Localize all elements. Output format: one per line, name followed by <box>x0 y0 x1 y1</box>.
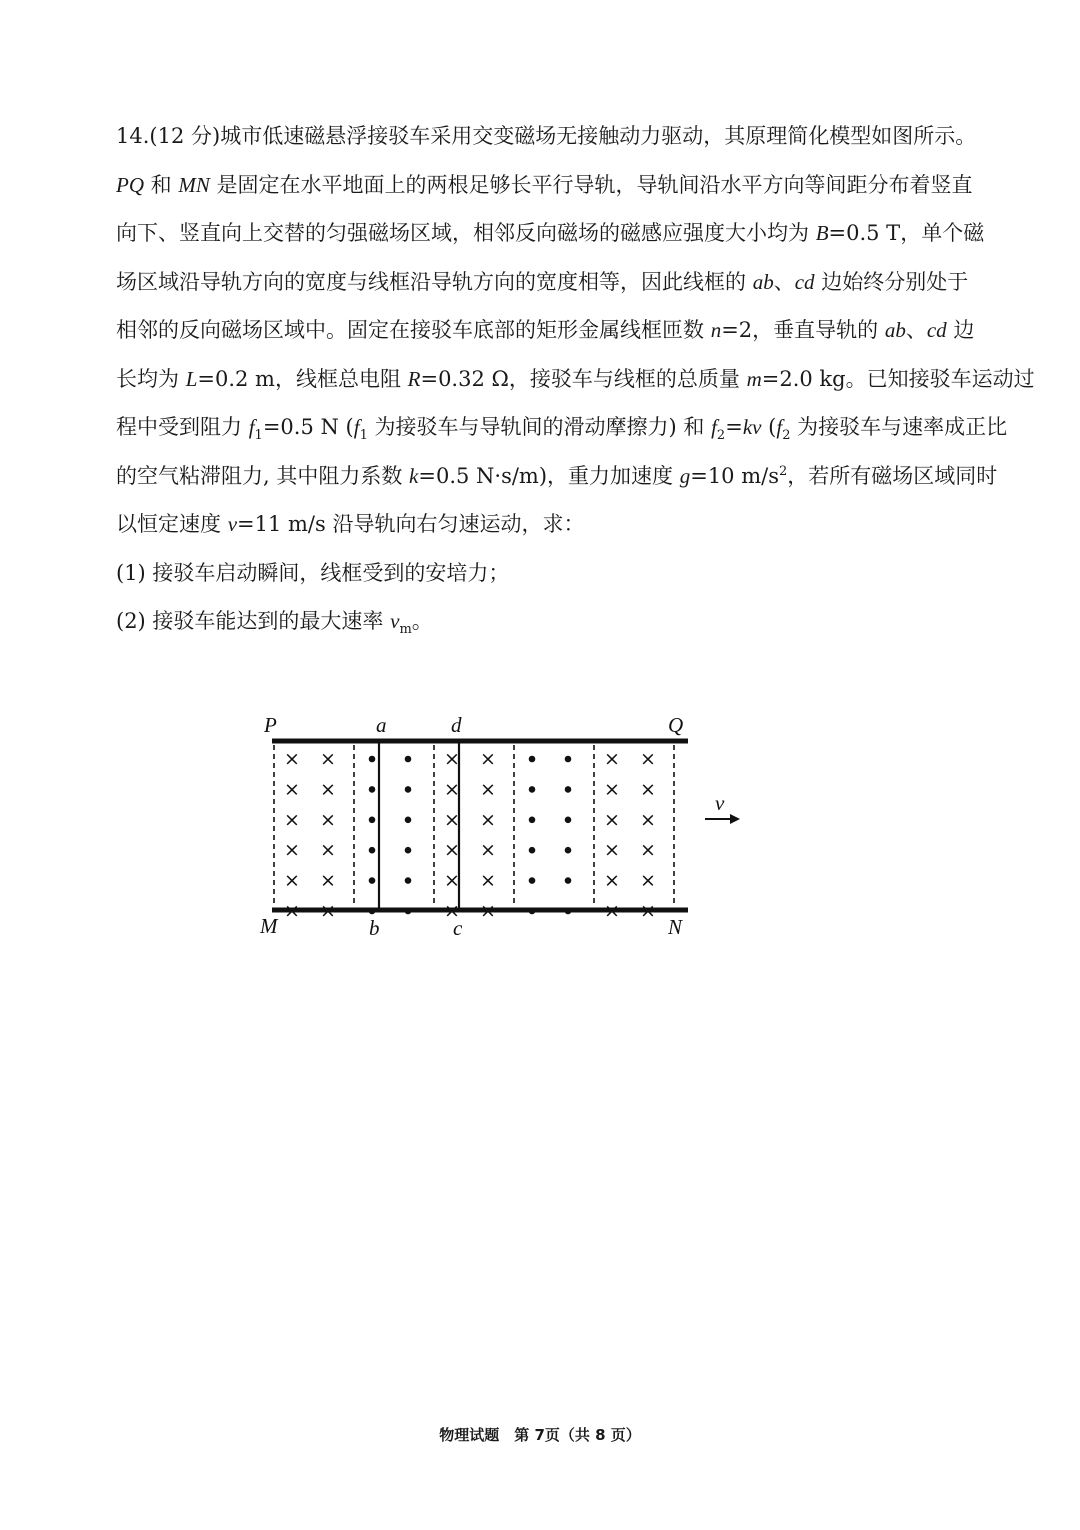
field-out-of-page-icon <box>529 877 536 884</box>
field-into-page-icon: × <box>284 839 300 862</box>
field-into-page-icon: × <box>604 748 620 770</box>
field-into-page-icon: × <box>640 900 656 922</box>
label-d: d <box>451 713 462 737</box>
field-into-page-icon: × <box>284 748 300 770</box>
page-footer: 物理试题 第 7页（共 8 页） <box>439 1426 641 1444</box>
magnetic-field-diagram <box>250 705 750 945</box>
problem-line-1: 14.(12 分)城市低速磁悬浮接驳车采用交变磁场无接触动力驱动，其原理简化模型如图所示。 <box>116 124 977 148</box>
field-out-of-page-icon <box>529 908 536 915</box>
field-into-page-icon: × <box>480 900 496 922</box>
field-into-page-icon: × <box>444 839 460 862</box>
field-out-of-page-icon <box>565 908 572 915</box>
field-out-of-page-icon <box>405 786 412 793</box>
field-out-of-page-icon <box>529 756 536 763</box>
field-out-of-page-icon <box>529 817 536 824</box>
problem-line-2: PQ 和 MN 是固定在水平地面上的两根足够长平行导轨，导轨间沿水平方向等间距分布着竖直 <box>116 172 973 197</box>
field-into-page-icon: × <box>444 808 460 831</box>
field-into-page-icon: × <box>480 869 496 892</box>
field-into-page-icon: × <box>284 900 300 922</box>
field-into-page-icon: × <box>604 808 620 831</box>
field-into-page-icon: × <box>480 839 496 862</box>
field-out-of-page-icon <box>369 877 376 884</box>
field-into-page-icon: × <box>480 808 496 831</box>
field-out-of-page-icon <box>369 908 376 915</box>
field-into-page-icon: × <box>284 778 300 801</box>
field-out-of-page-icon <box>565 877 572 884</box>
field-out-of-page-icon <box>565 786 572 793</box>
field-into-page-icon: × <box>444 748 460 770</box>
problem-line-4: 场区域沿导轨方向的宽度与线框沿导轨方向的宽度相等，因此线框的 ab、cd 边始终分别处于 <box>116 269 969 294</box>
problem-line-6: 长均为 L=0.2 m，线框总电阻 R=0.32 Ω，接驳车与线框的总质量 m=2.0 kg。已知接驳车运动过 <box>116 366 1035 391</box>
field-out-of-page-icon <box>369 756 376 763</box>
field-into-page-icon: × <box>444 869 460 892</box>
field-out-of-page-icon <box>369 786 376 793</box>
field-into-page-icon: × <box>320 839 336 862</box>
field-into-page-icon: × <box>604 778 620 801</box>
field-into-page-icon: × <box>640 808 656 831</box>
label-v: v <box>715 791 725 815</box>
field-into-page-icon: × <box>320 748 336 770</box>
field-into-page-icon: × <box>640 869 656 892</box>
field-into-page-icon: × <box>640 839 656 862</box>
field-into-page-icon: × <box>640 748 656 770</box>
field-out-of-page-icon <box>529 786 536 793</box>
field-into-page-icon: × <box>320 869 336 892</box>
field-into-page-icon: × <box>444 778 460 801</box>
field-into-page-icon: × <box>604 869 620 892</box>
field-into-page-icon: × <box>604 900 620 922</box>
field-into-page-icon: × <box>320 778 336 801</box>
problem-line-7: 程中受到阻力 $f_1=0.5$ N ($f_1$ 为接驳车与导轨间的滑动摩擦力) 和 $f_2=kv$ ($f_2$ 为接驳车与速率成正比 <box>116 415 1008 444</box>
field-into-page-icon: × <box>604 839 620 862</box>
field-into-page-icon: × <box>320 808 336 831</box>
field-into-page-icon: × <box>480 778 496 801</box>
field-into-page-icon: × <box>320 900 336 922</box>
label-q: Q <box>668 713 684 737</box>
field-out-of-page-icon <box>405 877 412 884</box>
field-out-of-page-icon <box>405 908 412 915</box>
field-into-page-icon: × <box>444 900 460 922</box>
label-b: b <box>369 916 380 940</box>
question-1: (1) 接驳车启动瞬间，线框受到的安培力； <box>116 560 510 585</box>
field-into-page-icon: × <box>284 869 300 892</box>
problem-line-5: 相邻的反向磁场区域中。固定在接驳车底部的矩形金属线框匝数 n=2，垂直导轨的 ab、cd 边 <box>116 318 975 342</box>
field-out-of-page-icon <box>565 756 572 763</box>
field-out-of-page-icon <box>369 847 376 854</box>
problem-14 <box>116 112 1035 646</box>
problem-line-8: 的空气粘滞阻力, 其中阻力系数 k=0.5 N·s/m)，重力加速度 g=10 $m/s^2$，若所有磁场区域同时 <box>116 463 998 488</box>
question-2: (2) 接驳车能达到的最大速率 $v_m$。 <box>116 609 433 638</box>
problem-line-9: 以恒定速度 v=11 m/s 沿导轨向右匀速运动，求： <box>116 512 585 536</box>
field-out-of-page-icon <box>405 817 412 824</box>
field-out-of-page-icon <box>529 847 536 854</box>
problem-line-3: 向下、竖直向上交替的匀强磁场区域，相邻反向磁场的磁感应强度大小均为 B=0.5 T，单个磁 <box>116 221 985 245</box>
field-into-page-icon: × <box>640 778 656 801</box>
label-m: M <box>260 914 278 938</box>
velocity-arrow-icon <box>730 814 740 824</box>
field-out-of-page-icon <box>565 847 572 854</box>
field-into-page-icon: × <box>284 808 300 831</box>
label-p: P <box>264 713 277 737</box>
label-a: a <box>376 713 387 737</box>
label-c: c <box>453 916 463 940</box>
label-n: N <box>668 915 683 939</box>
field-into-page-icon: × <box>480 748 496 770</box>
field-out-of-page-icon <box>565 817 572 824</box>
field-symbols <box>284 748 656 922</box>
field-out-of-page-icon <box>405 756 412 763</box>
field-out-of-page-icon <box>369 817 376 824</box>
field-out-of-page-icon <box>405 847 412 854</box>
